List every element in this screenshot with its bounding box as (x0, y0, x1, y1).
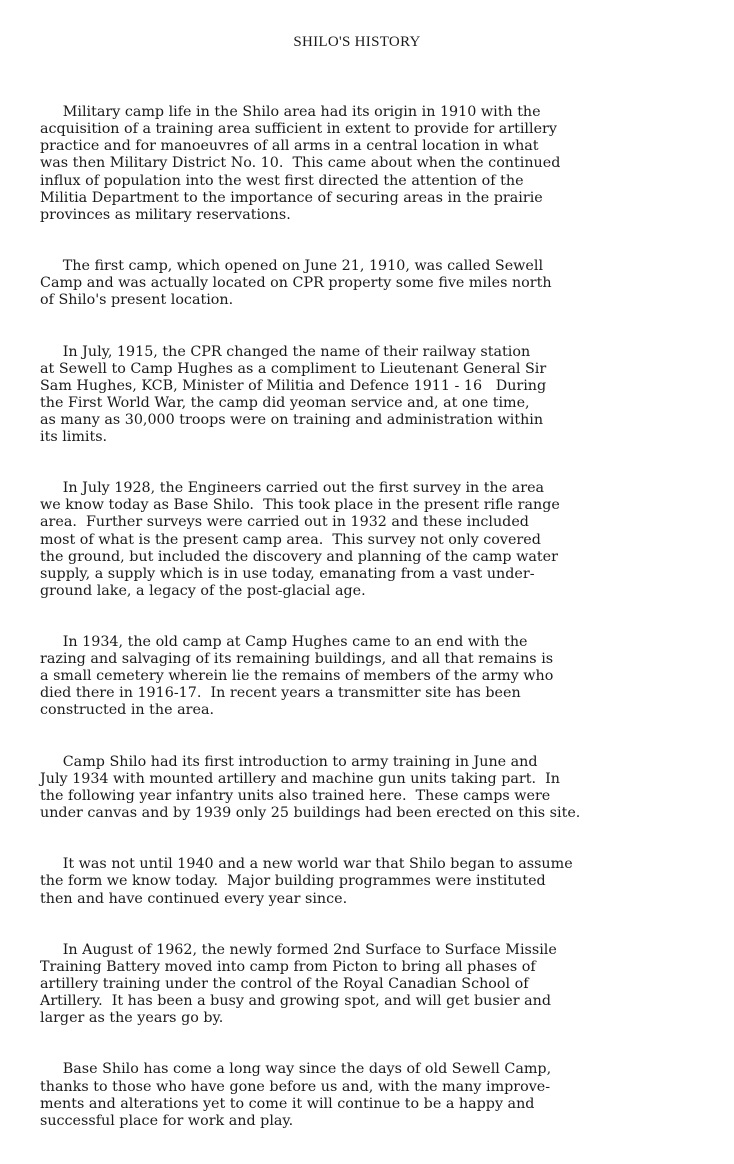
page-title: SHILO'S HISTORY (293, 34, 421, 50)
paragraph-origin: Military camp life in the Shilo area had its origin in 1910 with the acquisition of a training area sufficient in extent to provide for artillery practice and for manoeuvres of all arms in a central location in what was then Military District No. 10. This came about when the continued influx of population into the west first directed the attention of the Militia Department to the importance of securing areas in the prairie provinces as military reservations. (40, 104, 561, 223)
paragraph-camp-hughes: In July, 1915, the CPR changed the name of their railway station at Sewell to Camp Hughes as a compliment to Lieutenant General Sir Sam Hughes, KCB, Minister of Militia and Defence 1911 - 16 During the First World War, the camp did yeoman service and, at one time, as many as 30,000 troops were on training and administration within its limits. (40, 343, 547, 445)
paragraph-old-camp-end: In 1934, the old camp at Camp Hughes came to an end with the razing and salvaging of its remaining buildings, and all that remains is a small cemetery wherein lie the remains of members of the army who died there in 1916-17. In recent years a transmitter site has been constructed in the area. (40, 634, 554, 719)
paragraph-conclusion: Base Shilo has come a long way since the days of old Sewell Camp, thanks to those who have gone before us and, with the many improve- ments and alterations yet to come it will continue to be a happy and successful place for work and play. (40, 1061, 552, 1129)
history-body (40, 70, 690, 1164)
paragraph-army-training: Camp Shilo had its first introduction to army training in June and July 1934 with mounted artillery and machine gun units taking part. In the following year infantry units also trained here. These camps were under canvas and by 1939 only 25 buildings had been erected on this site. (40, 753, 581, 822)
paragraph-world-war: It was not until 1940 and a new world war that Shilo began to assume the form we know today. Major building programmes were instituted then and have continued every year since. (40, 856, 573, 907)
paragraph-missile-battery: In August of 1962, the newly formed 2nd Surface to Surface Missile Training Battery moved into camp from Picton to bring all phases of artillery training under the control of the Royal Canadian School of Artillery. It has been a busy and growing spot, and will get busier and larger as the years go by. (40, 941, 557, 1027)
paragraph-first-camp: The first camp, which opened on June 21, 1910, was called Sewell Camp and was actually located on CPR property some five miles north of Shilo's present location. (40, 258, 552, 309)
paragraph-survey: In July 1928, the Engineers carried out the first survey in the area we know today as Base Shilo. This took place in the present rifle range area. Further surveys were carried out in 1932 and these included most of what is the present camp area. This survey not only covered the ground, but included the discovery and planning of the camp water supply, a supply which is in use today, emanating from a vast under- ground lake, a legacy of the post-glacial age. (40, 480, 560, 599)
